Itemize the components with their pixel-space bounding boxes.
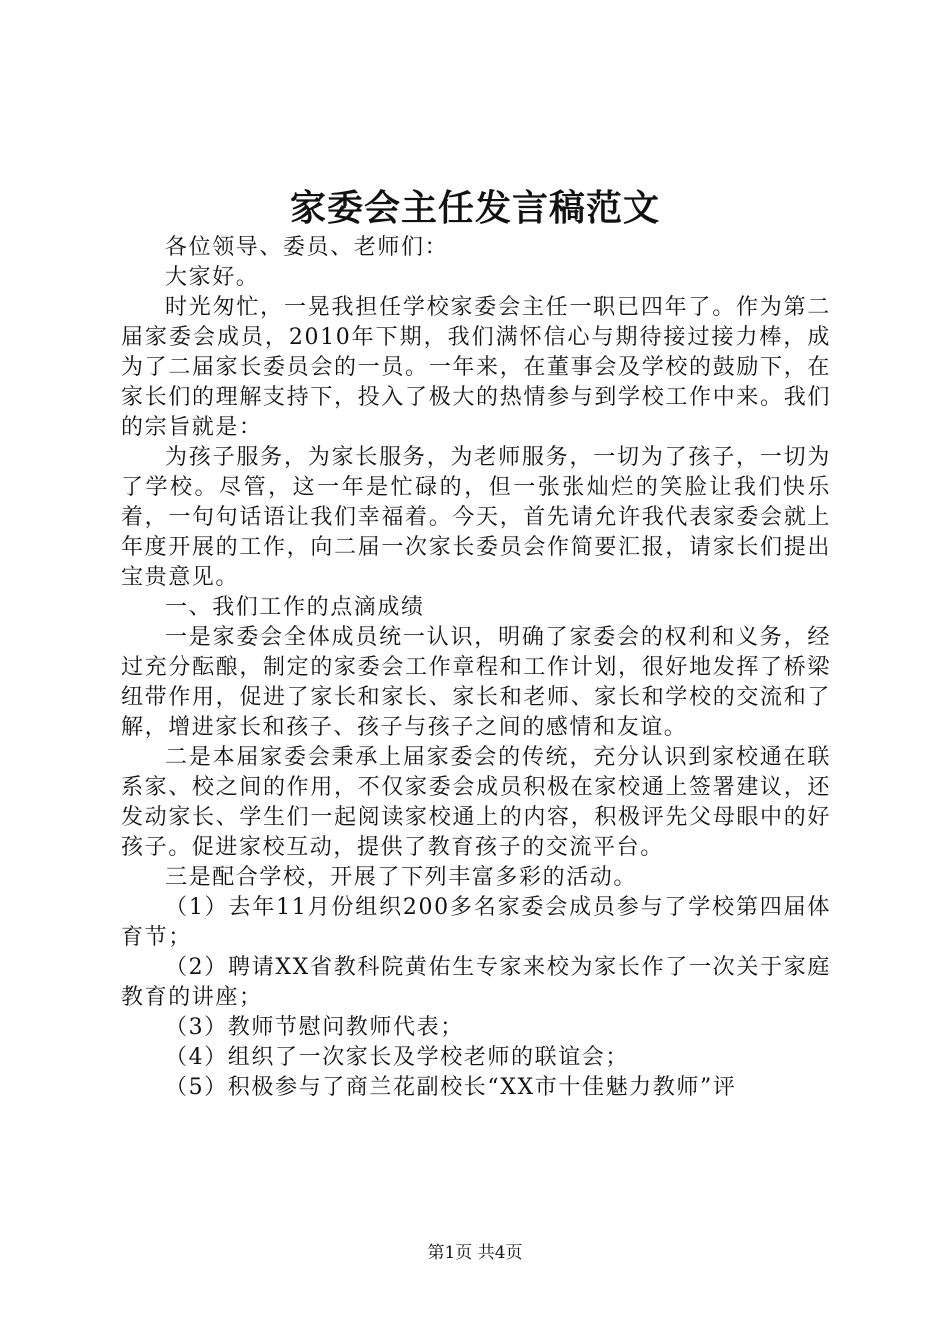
list-item: （2）聘请XX省教科院黄佑生专家来校为家长作了一次关于家庭教育的讲座； bbox=[121, 955, 831, 1010]
paragraph: 为孩子服务，为家长服务，为老师服务，一切为了孩子，一切为了学校。尽管，这一年是忙碌的，但一张张灿烂的笑脸让我们快乐着，一句句话语让我们幸福着。今天，首先请允许我代表家委会就上年度开展的工作，向二届一次家长委员会作简要汇报，请家长们提出宝贵意见。 bbox=[121, 445, 831, 590]
list-item: （5）积极参与了商兰花副校长“XX市十佳魅力教师”评 bbox=[165, 1075, 737, 1100]
paragraph: 三是配合学校，开展了下列丰富多彩的活动。 bbox=[165, 865, 638, 890]
paragraph: 时光匆忙，一晃我担任学校家委会主任一职已四年了。作为第二届家委会成员，2010年下期，我们满怀信心与期待接过接力棒，成为了二届家长委员会的一员。一年来，在董事会及学校的鼓励下，在家长们的理解支持下，投入了极大的热情参与到学校工作中来。我们的宗旨就是： bbox=[121, 295, 831, 440]
list-item: （4）组织了一次家长及学校老师的联谊会； bbox=[165, 1045, 629, 1070]
document-body bbox=[121, 233, 831, 1103]
paragraph: 一是家委会全体成员统一认识，明确了家委会的权利和义务，经过充分酝酿，制定的家委会工作章程和工作计划，很好地发挥了桥梁纽带作用，促进了家长和家长、家长和老师、家长和学校的交流和了解，增进家长和孩子、孩子与孩子之间的感情和友谊。 bbox=[121, 625, 831, 740]
section-heading: 一、我们工作的点滴成绩 bbox=[165, 595, 425, 620]
paragraph: 二是本届家委会秉承上届家委会的传统，充分认识到家校通在联系家、校之间的作用，不仅家委会成员积极在家校通上签署建议，还发动家长、学生们一起阅读家校通上的内容，积极评先父母眼中的好孩子。促进家校互动，提供了教育孩子的交流平台。 bbox=[121, 745, 831, 860]
paragraph-greeting: 大家好。 bbox=[165, 265, 260, 290]
list-item: （1）去年11月份组织200多名家委会成员参与了学校第四届体育节； bbox=[121, 895, 831, 950]
page-footer: 第1页 共4页 bbox=[427, 1243, 523, 1263]
list-item: （3）教师节慰问教师代表； bbox=[165, 1015, 464, 1040]
document-title: 家委会主任发言稿范文 bbox=[289, 187, 660, 229]
paragraph-salutation: 各位领导、委员、老师们： bbox=[165, 235, 449, 260]
